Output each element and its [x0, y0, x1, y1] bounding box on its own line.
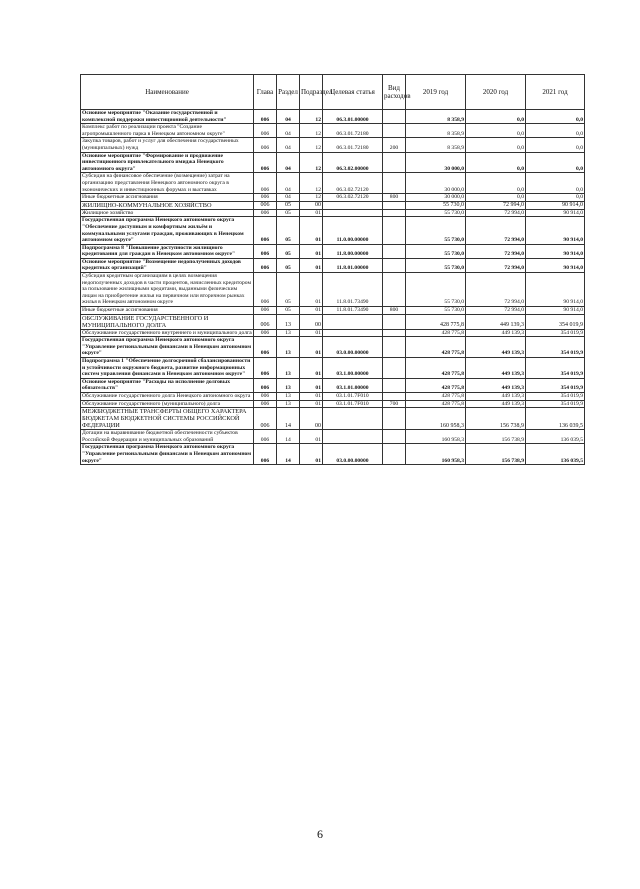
row-target-cell: 06.3.02.72120 [323, 173, 383, 194]
row-name-cell: Основное мероприятие "Возмещение недополученных доходов кредитных организаций" [81, 258, 254, 272]
table-row [81, 209, 585, 217]
row-target-cell: 06.3.02.00000 [323, 152, 383, 173]
row-razdel-cell: 05 [277, 217, 300, 244]
row-name-cell: Дотации на выравнивание бюджетной обеспеченности субъектов Российской Федерации и муниципальных образований [81, 430, 254, 444]
row-vid-cell [383, 337, 406, 358]
row-2020-cell: 449 139,3 [466, 329, 526, 337]
row-2021-cell: 0,0 [526, 173, 585, 194]
row-razdel-cell: 13 [277, 329, 300, 337]
row-2020-cell: 449 139,3 [466, 314, 526, 329]
row-glava-cell: 006 [254, 430, 277, 444]
budget-table [80, 74, 585, 465]
row-2020-cell: 72 994,0 [466, 307, 526, 315]
row-vid-cell [383, 273, 406, 307]
row-2019-cell: 8 358,9 [406, 110, 466, 124]
row-razdel-cell: 05 [277, 273, 300, 307]
row-2019-cell: 428 775,8 [406, 337, 466, 358]
row-name-cell: Иные бюджетные ассигнования [81, 307, 254, 315]
row-vid-cell: 700 [383, 400, 406, 408]
row-2021-cell: 354 019,9 [526, 329, 585, 337]
table-row [81, 378, 585, 392]
row-vid-cell [383, 329, 406, 337]
row-2020-cell: 72 994,0 [466, 209, 526, 217]
row-vid-cell [383, 392, 406, 400]
row-2019-cell: 55 730,0 [406, 244, 466, 258]
row-razdel-cell: 05 [277, 307, 300, 315]
row-2021-cell: 90 914,0 [526, 209, 585, 217]
row-glava-cell: 006 [254, 444, 277, 465]
row-vid-cell [383, 358, 406, 379]
row-podrazdel-cell: 01 [300, 217, 323, 244]
row-2021-cell: 354 019,9 [526, 392, 585, 400]
row-2019-cell: 55 730,0 [406, 201, 466, 209]
row-razdel-cell: 04 [277, 124, 300, 138]
row-razdel-cell: 13 [277, 358, 300, 379]
row-glava-cell: 006 [254, 152, 277, 173]
row-target-cell: 03.0.00.00000 [323, 444, 383, 465]
row-2021-cell: 354 019,9 [526, 358, 585, 379]
row-name-cell: Основное мероприятие "Оказание государственной и комплексной поддержки инвестиционной деятельности" [81, 110, 254, 124]
row-razdel-cell: 13 [277, 337, 300, 358]
row-target-cell: 03.1.01.00000 [323, 378, 383, 392]
row-name-cell: Иные бюджетные ассигнования [81, 194, 254, 202]
row-vid-cell [383, 124, 406, 138]
row-vid-cell [383, 244, 406, 258]
row-target-cell [323, 209, 383, 217]
row-glava-cell: 006 [254, 217, 277, 244]
row-podrazdel-cell: 01 [300, 392, 323, 400]
row-2019-cell: 428 775,8 [406, 392, 466, 400]
row-2020-cell: 72 994,0 [466, 201, 526, 209]
row-glava-cell: 006 [254, 194, 277, 202]
row-target-cell: 03.1.01.7F010 [323, 392, 383, 400]
col-header-podrazdel: Подраздел [300, 75, 323, 110]
row-podrazdel-cell: 12 [300, 124, 323, 138]
row-name-cell: Государственная программа Ненецкого автономного округа "Обеспечение доступным и комфортным жильём и коммунальными услугами граждан, проживающих в Ненецком автономном округе" [81, 217, 254, 244]
row-2019-cell: 55 730,0 [406, 217, 466, 244]
col-header-vid: Вид расходов [383, 75, 406, 110]
row-vid-cell [383, 408, 406, 430]
row-target-cell: 11.8.01.00000 [323, 258, 383, 272]
row-podrazdel-cell: 00 [300, 314, 323, 329]
row-razdel-cell: 04 [277, 173, 300, 194]
table-row [81, 337, 585, 358]
col-header-2020: 2020 год [466, 75, 526, 110]
row-2021-cell: 0,0 [526, 124, 585, 138]
row-razdel-cell: 04 [277, 152, 300, 173]
table-header-row [81, 75, 585, 110]
row-vid-cell [383, 314, 406, 329]
row-name-cell: Субсидия кредитным организациям в целях возмещения недополученных доходов в части процентов, начисленных кредитором за пользование жилищными кредитами, выданными физическим лицам на приобретение жилья на первичном или вторичном рынках жилья в Ненецком автономном округе [81, 273, 254, 307]
table-row [81, 244, 585, 258]
row-vid-cell [383, 378, 406, 392]
row-2019-cell: 8 358,9 [406, 124, 466, 138]
table-row [81, 329, 585, 337]
row-target-cell [323, 201, 383, 209]
row-glava-cell: 006 [254, 329, 277, 337]
row-glava-cell: 006 [254, 110, 277, 124]
row-target-cell: 03.1.00.00000 [323, 358, 383, 379]
row-name-cell: МЕЖБЮДЖЕТНЫЕ ТРАНСФЕРТЫ ОБЩЕГО ХАРАКТЕРА БЮДЖЕТАМ БЮДЖЕТНОЙ СИСТЕМЫ РОССИЙСКОЙ ФЕДЕРАЦИИ [81, 408, 254, 430]
row-2020-cell: 449 139,3 [466, 400, 526, 408]
row-target-cell [323, 329, 383, 337]
table-row [81, 152, 585, 173]
row-2021-cell: 90 914,0 [526, 258, 585, 272]
row-2021-cell: 90 914,0 [526, 273, 585, 307]
row-podrazdel-cell: 01 [300, 337, 323, 358]
row-podrazdel-cell: 01 [300, 378, 323, 392]
row-name-cell: Субсидия на финансовое обеспечение (возмещение) затрат на организацию представления Ненецкого автономного округа в экономических и инвестиционных форумах и выставках [81, 173, 254, 194]
row-2020-cell: 72 994,0 [466, 258, 526, 272]
table-row [81, 392, 585, 400]
col-header-2021: 2021 год [526, 75, 585, 110]
col-header-name: Наименование [81, 75, 254, 110]
row-name-cell: Жилищное хозяйство [81, 209, 254, 217]
table-row [81, 408, 585, 430]
table-row [81, 430, 585, 444]
row-2021-cell: 90 914,0 [526, 307, 585, 315]
row-name-cell: Обслуживание государственного (муниципального) долга [81, 400, 254, 408]
row-2019-cell: 55 730,0 [406, 273, 466, 307]
row-podrazdel-cell: 12 [300, 194, 323, 202]
row-name-cell: ЖИЛИЩНО-КОММУНАЛЬНОЕ ХОЗЯЙСТВО [81, 201, 254, 209]
row-target-cell: 06.3.01.00000 [323, 110, 383, 124]
row-2021-cell: 90 914,0 [526, 201, 585, 209]
row-podrazdel-cell: 12 [300, 110, 323, 124]
row-2021-cell: 0,0 [526, 110, 585, 124]
row-podrazdel-cell: 12 [300, 152, 323, 173]
row-vid-cell [383, 152, 406, 173]
row-glava-cell: 006 [254, 173, 277, 194]
row-glava-cell: 006 [254, 258, 277, 272]
table-row [81, 400, 585, 408]
row-razdel-cell: 13 [277, 378, 300, 392]
row-razdel-cell: 05 [277, 209, 300, 217]
row-podrazdel-cell: 00 [300, 201, 323, 209]
row-2019-cell: 428 775,8 [406, 378, 466, 392]
row-vid-cell [383, 217, 406, 244]
row-razdel-cell: 04 [277, 110, 300, 124]
table-row [81, 173, 585, 194]
row-razdel-cell: 13 [277, 400, 300, 408]
table-row [81, 307, 585, 315]
row-2019-cell: 160 958,3 [406, 408, 466, 430]
row-2020-cell: 0,0 [466, 138, 526, 152]
row-2019-cell: 160 958,3 [406, 444, 466, 465]
row-target-cell [323, 430, 383, 444]
row-2020-cell: 156 738,9 [466, 408, 526, 430]
row-podrazdel-cell: 12 [300, 138, 323, 152]
row-2019-cell: 55 730,0 [406, 209, 466, 217]
table-row [81, 444, 585, 465]
row-target-cell [323, 408, 383, 430]
row-2021-cell: 0,0 [526, 152, 585, 173]
row-vid-cell [383, 173, 406, 194]
row-2020-cell: 0,0 [466, 152, 526, 173]
row-podrazdel-cell: 01 [300, 273, 323, 307]
row-podrazdel-cell: 01 [300, 444, 323, 465]
row-target-cell: 11.8.01.73490 [323, 307, 383, 315]
col-header-razdel: Раздел [277, 75, 300, 110]
row-name-cell: Комплекс работ по реализации проекта "Создание агропромышленного парка в Ненецком автономном округе" [81, 124, 254, 138]
row-2019-cell: 428 775,8 [406, 329, 466, 337]
row-2019-cell: 428 775,8 [406, 358, 466, 379]
table-row [81, 358, 585, 379]
table-row [81, 217, 585, 244]
row-name-cell: Обслуживание государственного внутреннего и муниципального долга [82, 329, 252, 336]
row-podrazdel-cell: 01 [300, 358, 323, 379]
row-2020-cell: 449 139,3 [466, 378, 526, 392]
row-podrazdel-cell: 00 [300, 408, 323, 430]
row-razdel-cell: 14 [277, 444, 300, 465]
row-podrazdel-cell: 01 [300, 400, 323, 408]
row-podrazdel-cell: 01 [300, 307, 323, 315]
row-target-cell: 11.8.01.73490 [323, 273, 383, 307]
row-2020-cell: 0,0 [466, 173, 526, 194]
row-vid-cell [383, 209, 406, 217]
row-target-cell [323, 314, 383, 329]
row-2020-cell: 0,0 [466, 124, 526, 138]
row-glava-cell: 006 [254, 314, 277, 329]
row-glava-cell: 006 [254, 201, 277, 209]
row-2020-cell: 0,0 [466, 110, 526, 124]
row-glava-cell: 006 [254, 209, 277, 217]
row-2019-cell: 55 730,0 [406, 307, 466, 315]
row-2020-cell: 72 994,0 [466, 217, 526, 244]
row-vid-cell [383, 201, 406, 209]
row-2020-cell: 72 994,0 [466, 244, 526, 258]
row-2020-cell: 72 994,0 [466, 273, 526, 307]
row-2021-cell: 354 019,9 [526, 337, 585, 358]
row-razdel-cell: 04 [277, 138, 300, 152]
row-2021-cell: 90 914,0 [526, 244, 585, 258]
row-2020-cell: 449 139,3 [466, 392, 526, 400]
row-target-cell: 06.3.01.72180 [323, 124, 383, 138]
row-name-cell: Закупка товаров, работ и услуг для обеспечения государственных (муниципальных) нужд [81, 138, 254, 152]
row-razdel-cell: 14 [277, 430, 300, 444]
row-name-cell: Государственная программа Ненецкого автономного округа "Управление региональными финансами в Ненецком автономном округе" [81, 337, 254, 358]
table-row [81, 194, 585, 202]
row-2020-cell: 449 139,3 [466, 358, 526, 379]
table-row [81, 273, 585, 307]
row-2019-cell: 55 730,0 [406, 258, 466, 272]
row-2020-cell: 156 738,9 [466, 444, 526, 465]
row-name-cell: Государственная программа Ненецкого автономного округа "Управление региональными финансами в Ненецком автономном округе" [81, 444, 254, 465]
row-glava-cell: 006 [254, 124, 277, 138]
row-name-cell: Подпрограмма 8 "Повышение доступности жилищного кредитования для граждан в Ненецком автономном округе" [81, 244, 254, 258]
row-2019-cell: 30 000,0 [406, 152, 466, 173]
col-header-target: Целевая статья [323, 75, 383, 110]
row-2019-cell: 428 775,8 [406, 314, 466, 329]
row-name-cell: ОБСЛУЖИВАНИЕ ГОСУДАРСТВЕННОГО И МУНИЦИПАЛЬНОГО ДОЛГА [81, 314, 254, 329]
row-glava-cell: 006 [254, 244, 277, 258]
row-2021-cell: 136 039,5 [526, 444, 585, 465]
page-number: 6 [317, 827, 323, 841]
col-header-2019: 2019 год [406, 75, 466, 110]
row-name-cell: Основное мероприятие "Формирование и продвижение инвестиционного привлекательного имиджа Ненецкого автономного округа" [81, 152, 254, 173]
row-2021-cell: 90 914,0 [526, 217, 585, 244]
row-name-cell: Основное мероприятие "Расходы на исполнение долговых обязательств" [81, 378, 254, 392]
row-podrazdel-cell: 01 [300, 244, 323, 258]
row-vid-cell: 800 [383, 194, 406, 202]
row-vid-cell [383, 110, 406, 124]
row-vid-cell [383, 430, 406, 444]
row-razdel-cell: 14 [277, 408, 300, 430]
row-glava-cell: 006 [254, 337, 277, 358]
row-target-cell: 03.1.01.7F010 [323, 400, 383, 408]
table-row [81, 258, 585, 272]
row-glava-cell: 006 [254, 138, 277, 152]
row-2020-cell: 449 139,3 [466, 337, 526, 358]
row-razdel-cell: 13 [277, 314, 300, 329]
row-2019-cell: 160 958,3 [406, 430, 466, 444]
row-name-cell: Обслуживание государственного долга Ненецкого автономного округа [81, 392, 254, 400]
row-2021-cell: 354 019,9 [526, 400, 585, 408]
table-row [81, 124, 585, 138]
row-glava-cell: 006 [254, 273, 277, 307]
row-2020-cell: 0,0 [466, 194, 526, 202]
row-2019-cell: 30 000,0 [406, 173, 466, 194]
row-name-cell: Подпрограмма 1 "Обеспечение долгосрочной сбалансированности и устойчивости окружного бюджета, развитие информационных систем управления финансами в Ненецком автономном округе" [81, 358, 254, 379]
table-row [81, 314, 585, 329]
row-podrazdel-cell: 01 [300, 258, 323, 272]
row-target-cell: 11.8.00.00000 [323, 244, 383, 258]
row-razdel-cell: 05 [277, 244, 300, 258]
row-target-cell: 03.0.00.00000 [323, 337, 383, 358]
row-target-cell: 06.3.01.72180 [323, 138, 383, 152]
row-podrazdel-cell: 01 [300, 209, 323, 217]
row-razdel-cell: 05 [277, 201, 300, 209]
row-glava-cell: 006 [254, 400, 277, 408]
row-razdel-cell: 05 [277, 258, 300, 272]
row-razdel-cell: 13 [277, 392, 300, 400]
row-glava-cell: 006 [254, 307, 277, 315]
row-2021-cell: 354 019,9 [526, 314, 585, 329]
row-2021-cell: 354 019,9 [526, 378, 585, 392]
row-2021-cell: 136 039,5 [526, 408, 585, 430]
row-2021-cell: 136 039,5 [526, 430, 585, 444]
row-glava-cell: 006 [254, 358, 277, 379]
row-target-cell: 06.3.02.72120 [323, 194, 383, 202]
row-vid-cell [383, 444, 406, 465]
row-vid-cell: 200 [383, 138, 406, 152]
row-razdel-cell: 04 [277, 194, 300, 202]
row-2020-cell: 156 738,9 [466, 430, 526, 444]
row-2021-cell: 0,0 [526, 194, 585, 202]
row-2019-cell: 428 775,8 [406, 400, 466, 408]
row-podrazdel-cell: 12 [300, 173, 323, 194]
row-podrazdel-cell: 01 [300, 430, 323, 444]
row-target-cell: 11.0.00.00000 [323, 217, 383, 244]
col-header-glava: Глава [254, 75, 277, 110]
table-row [81, 201, 585, 209]
row-2019-cell: 8 358,9 [406, 138, 466, 152]
row-glava-cell: 006 [254, 392, 277, 400]
row-podrazdel-cell: 01 [300, 329, 323, 337]
table-row [81, 110, 585, 124]
row-2019-cell: 30 000,0 [406, 194, 466, 202]
budget-table-sheet [80, 74, 584, 465]
row-glava-cell: 006 [254, 378, 277, 392]
table-row [81, 138, 585, 152]
row-vid-cell: 800 [383, 307, 406, 315]
row-glava-cell: 006 [254, 408, 277, 430]
row-vid-cell [383, 258, 406, 272]
row-2021-cell: 0,0 [526, 138, 585, 152]
